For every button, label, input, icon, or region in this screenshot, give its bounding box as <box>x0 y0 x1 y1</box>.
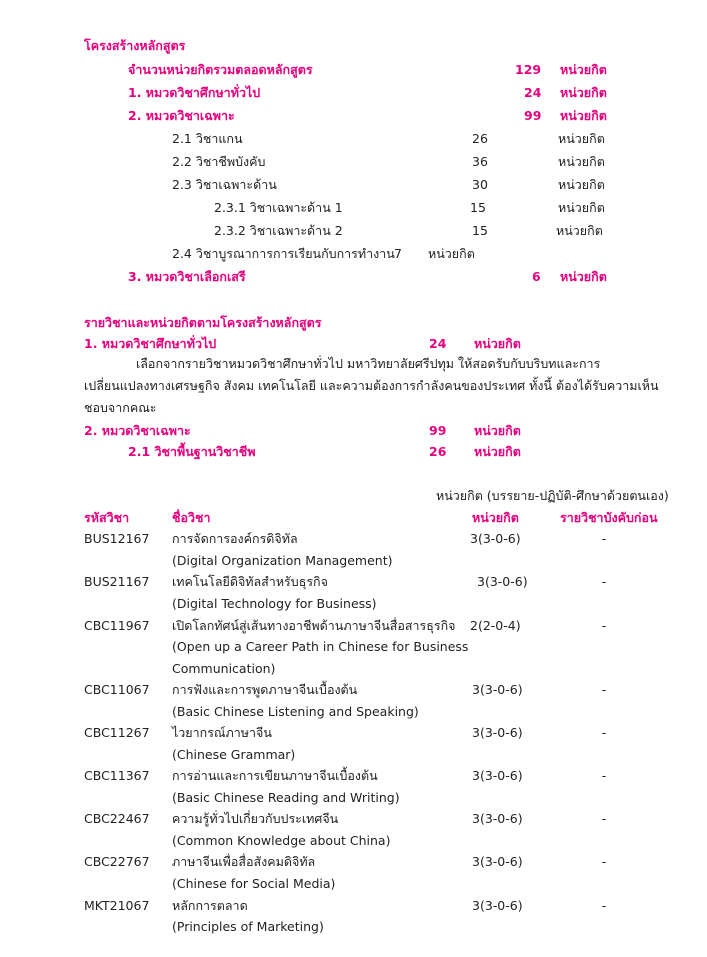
major1-unit: หน่วยกิต <box>558 200 605 215</box>
wil-value: 7 <box>394 246 402 261</box>
foundation-unit: หน่วยกิต <box>474 444 521 459</box>
cs-gen-ed-value: 24 <box>429 336 447 351</box>
free-unit: หน่วยกิต <box>560 269 607 284</box>
row-prereq: - <box>601 811 607 826</box>
specific-unit: หน่วยกิต <box>560 108 607 123</box>
row-prereq: - <box>601 618 607 633</box>
row-code: BUS21167 <box>84 574 150 589</box>
core-label: 2.1 วิชาแกน <box>172 131 243 146</box>
major2-label: 2.3.2 วิชาเฉพาะด้าน 2 <box>214 223 343 238</box>
row-prereq: - <box>601 854 607 869</box>
row-code: CBC11967 <box>84 618 150 633</box>
major-unit: หน่วยกิต <box>558 177 605 192</box>
wil-unit: หน่วยกิต <box>428 246 475 261</box>
row-title-en: (Open up a Career Path in Chinese for Business <box>172 639 469 654</box>
row-code: CBC11367 <box>84 768 150 783</box>
cs-specific-label: 2. หมวดวิชาเฉพาะ <box>84 423 191 438</box>
header-prereq: รายวิชาบังคับก่อน <box>560 510 658 525</box>
major2-unit: หน่วยกิต <box>556 223 603 238</box>
major2-value: 15 <box>472 223 488 238</box>
row-title-en: (Digital Technology for Business) <box>172 596 377 611</box>
row-title-th: ความรู้ทั่วไปเกี่ยวกับประเทศจีน <box>172 811 339 826</box>
major1-label: 2.3.1 วิชาเฉพาะด้าน 1 <box>214 200 343 215</box>
row-credit: 3(3-0-6) <box>472 898 523 913</box>
gen-ed-label: 1. หมวดวิชาศึกษาทั่วไป <box>128 85 261 100</box>
row-prereq: - <box>601 768 607 783</box>
row-code: BUS12167 <box>84 531 150 546</box>
gen-ed-paragraph: เลือกจากรายวิชาหมวดวิชาศึกษาทั่วไป มหาวิทยาลัยศรีปทุม ให้สอดรับกับบริบทและการเปลี่ยนแปลงทางเศรษฐกิจ สังคม เทคโนโลยี และความต้องการกำลังคนของประเทศ ทั้งนี้ ต้องได้รับความเห็นชอบจากคณะ <box>84 356 659 415</box>
row-prereq: - <box>601 898 607 913</box>
row-title-th: ไวยากรณ์ภาษาจีน <box>172 725 272 740</box>
foundation-value: 26 <box>429 444 447 459</box>
row-title-en: (Basic Chinese Reading and Writing) <box>172 790 400 805</box>
gen-ed-unit: หน่วยกิต <box>560 85 607 100</box>
row-title-th: หลักการตลาด <box>172 898 248 913</box>
gen-ed-value: 24 <box>524 85 542 100</box>
free-value: 6 <box>532 269 541 284</box>
row-credit: 2(2-0-4) <box>470 618 521 633</box>
row-title-th: เปิดโลกทัศน์สู่เส้นทางอาชีพด้านภาษาจีนสื่อสารธุรกิจ <box>172 618 456 633</box>
total-unit: หน่วยกิต <box>560 62 607 77</box>
core-value: 26 <box>472 131 488 146</box>
row-title-en: (Basic Chinese Listening and Speaking) <box>172 704 419 719</box>
header-code: รหัสวิชา <box>84 510 130 525</box>
row-code: CBC22467 <box>84 811 150 826</box>
row-credit: 3(3-0-6) <box>472 725 523 740</box>
row-credit: 3(3-0-6) <box>477 574 528 589</box>
row-code: CBC11267 <box>84 725 150 740</box>
major-value: 30 <box>472 177 488 192</box>
row-title-th: ภาษาจีนเพื่อสื่อสังคมดิจิทัล <box>172 854 316 869</box>
wil-label: 2.4 วิชาบูรณาการการเรียนกับการทำงาน <box>172 246 395 261</box>
row-code: MKT21067 <box>84 898 150 913</box>
cs-specific-value: 99 <box>429 423 447 438</box>
row-prereq: - <box>601 574 607 589</box>
required-label: 2.2 วิชาชีพบังคับ <box>172 154 266 169</box>
courses-section-title: รายวิชาและหน่วยกิตตามโครงสร้างหลักสูตร <box>84 315 322 330</box>
row-title-th: การอ่านและการเขียนภาษาจีนเบื้องต้น <box>172 768 378 783</box>
structure-title: โครงสร้างหลักสูตร <box>84 38 186 53</box>
row-title-en: (Common Knowledge about China) <box>172 833 391 848</box>
row-prereq: - <box>601 725 607 740</box>
total-value: 129 <box>515 62 542 77</box>
total-label: จำนวนหน่วยกิตรวมตลอดหลักสูตร <box>128 62 313 77</box>
major-label: 2.3 วิชาเฉพาะด้าน <box>172 177 277 192</box>
row-credit: 3(3-0-6) <box>472 811 523 826</box>
cs-gen-ed-unit: หน่วยกิต <box>474 336 521 351</box>
row-title-en: (Digital Organization Management) <box>172 553 393 568</box>
row-title-th: การฟังและการพูดภาษาจีนเบื้องต้น <box>172 682 358 697</box>
core-unit: หน่วยกิต <box>558 131 605 146</box>
row-title-th: การจัดการองค์กรดิจิทัล <box>172 531 298 546</box>
row-title-en: (Chinese Grammar) <box>172 747 296 762</box>
free-label: 3. หมวดวิชาเลือกเสรี <box>128 269 246 284</box>
cs-specific-unit: หน่วยกิต <box>474 423 521 438</box>
row-title-en: (Chinese for Social Media) <box>172 876 336 891</box>
required-unit: หน่วยกิต <box>558 154 605 169</box>
specific-label: 2. หมวดวิชาเฉพาะ <box>128 108 235 123</box>
row-credit: 3(3-0-6) <box>472 682 523 697</box>
required-value: 36 <box>472 154 488 169</box>
row-title-th: เทคโนโลยีดิจิทัลสำหรับธุรกิจ <box>172 574 328 589</box>
row-code: CBC22767 <box>84 854 150 869</box>
row-credit: 3(3-0-6) <box>472 768 523 783</box>
row-prereq: - <box>601 531 607 546</box>
row-title-en-cont: Communication) <box>172 661 276 676</box>
row-credit: 3(3-0-6) <box>472 854 523 869</box>
cs-gen-ed-label: 1. หมวดวิชาศึกษาทั่วไป <box>84 336 217 351</box>
row-title-en: (Principles of Marketing) <box>172 919 324 934</box>
header-name: ชื่อวิชา <box>172 510 211 525</box>
row-code: CBC11067 <box>84 682 150 697</box>
credit-format-note: หน่วยกิต (บรรยาย-ปฏิบัติ-ศึกษาด้วยตนเอง) <box>436 488 669 503</box>
row-prereq: - <box>601 682 607 697</box>
major1-value: 15 <box>470 200 486 215</box>
specific-value: 99 <box>524 108 542 123</box>
row-credit: 3(3-0-6) <box>470 531 521 546</box>
foundation-label: 2.1 วิชาพื้นฐานวิชาชีพ <box>128 444 256 459</box>
header-credit: หน่วยกิต <box>472 510 519 525</box>
